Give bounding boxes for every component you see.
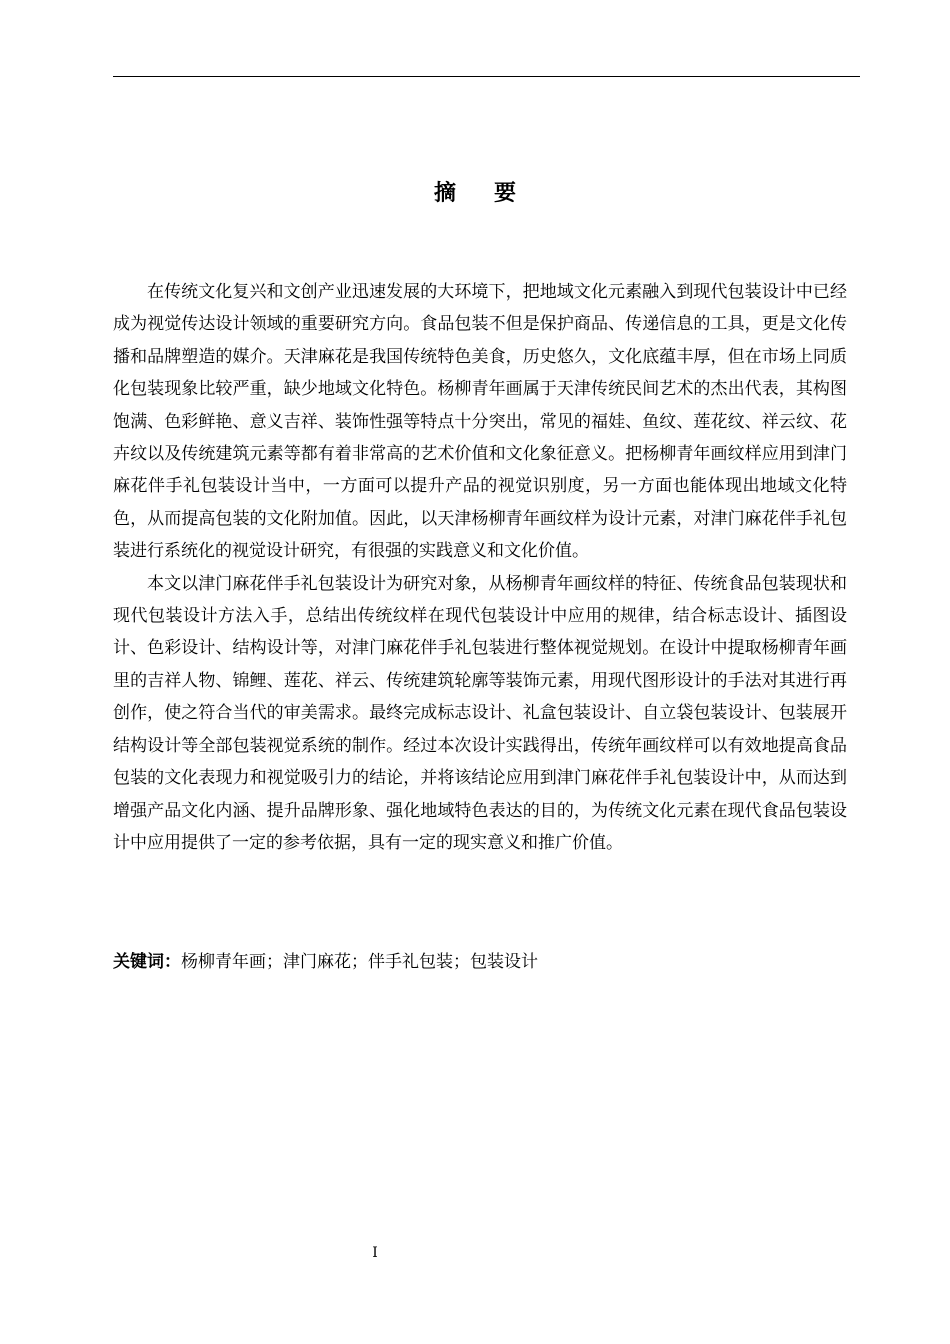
abstract-body [113,276,847,859]
header-rule [113,76,860,77]
abstract-paragraph-2: 本文以津门麻花伴手礼包装设计为研究对象，从杨柳青年画纹样的特征、传统食品包装现状和现代包装设计方法入手，总结出传统纹样在现代包装设计中应用的规律，结合标志设计、插图设计、色彩设计、结构设计等，对津门麻花伴手礼包装进行整体视觉规划。在设计中提取杨柳青年画里的吉祥人物、锦鲤、莲花、祥云、传统建筑轮廓等装饰元素，用现代图形设计的手法对其进行再创作，使之符合当代的审美需求。最终完成标志设计、礼盒包装设计、自立袋包装设计、包装展开结构设计等全部包装视觉系统的制作。经过本次设计实践得出，传统年画纹样可以有效地提高食品包装的文化表现力和视觉吸引力的结论，并将该结论应用到津门麻花伴手礼包装设计中，从而达到增强产品文化内涵、提升品牌形象、强化地域特色表达的目的，为传统文化元素在现代食品包装设计中应用提供了一定的参考依据，具有一定的现实意义和推广价值。 [113,573,847,853]
keywords-text: 杨柳青年画；津门麻花；伴手礼包装；包装设计 [181,952,538,972]
abstract-title: 摘要 [433,181,554,206]
abstract-paragraph-1: 在传统文化复兴和文创产业迅速发展的大环境下，把地域文化元素融入到现代包装设计中已经成为视觉传达设计领域的重要研究方向。食品包装不但是保护商品、传递信息的工具，更是文化传播和品牌塑造的媒介。天津麻花是我国传统特色美食，历史悠久，文化底蕴丰厚，但在市场上同质化包装现象比较严重，缺少地域文化特色。杨柳青年画属于天津传统民间艺术的杰出代表，其构图饱满、色彩鲜艳、意义吉祥、装饰性强等特点十分突出，常见的福娃、鱼纹、莲花纹、祥云纹、花卉纹以及传统建筑元素等都有着非常高的艺术价值和文化象征意义。把杨柳青年画纹样应用到津门麻花伴手礼包装设计当中，一方面可以提升产品的视觉识别度，另一方面也能体现出地域文化特色，从而提高包装的文化附加值。因此，以天津杨柳青年画纹样为设计元素，对津门麻花伴手礼包装进行系统化的视觉设计研究，有很强的实践意义和文化价值。 [113,282,847,562]
keywords-label: 关键词： [113,952,181,972]
page-number: I [372,1245,378,1261]
keywords-line [113,947,847,977]
